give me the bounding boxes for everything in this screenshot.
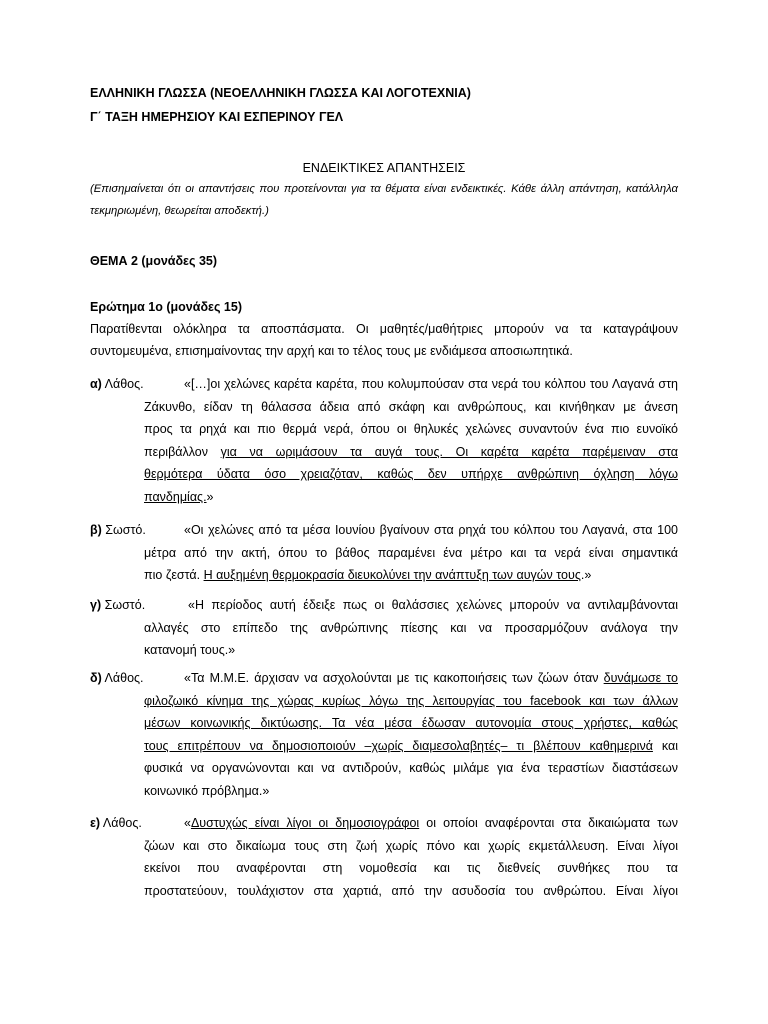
question-label: Ερώτημα 1ο (μονάδες 15)	[90, 300, 242, 314]
question-heading	[90, 300, 242, 314]
answer-b-line-1: «Οι χελώνες από τα μέσα Ιουνίου βγαίνουν στα ρηχά του κόλπου του Λαγανά, στα 100	[184, 523, 678, 537]
document-title: ΕΝΔΕΙΚΤΙΚΕΣ ΑΠΑΝΤΗΣΕΙΣ	[302, 161, 466, 175]
answer-c-line-3: κατανομή τους.»	[144, 643, 236, 658]
answer-a-line-5: θερμότερα ύδατα όσο χρειαζόταν, καθώς δεν υπήρχε ανθρώπινη όχληση λόγω	[144, 467, 678, 482]
section-heading: ΘΕΜΑ 2 (μονάδες 35)	[90, 254, 218, 268]
answer-label-a: α) Λάθος.	[90, 377, 144, 391]
answer-c-line-2: αλλαγές στο επίπεδο της ανθρώπινης πίεσης και να προσαρμόζουν ανάλογα την	[144, 620, 678, 635]
answer-item-a	[90, 373, 678, 509]
answer-item-d	[90, 667, 678, 803]
answer-label-c: γ) Σωστό.	[90, 598, 146, 612]
answer-item-c	[90, 594, 678, 662]
answer-d-line-5: φυσικά να οργανώνονται και να αντιδρούν, καθώς μιλάμε για ένα τεραστίων διαστάσεων	[144, 761, 678, 776]
document-class-heading: Γ΄ ΤΑΞΗ ΗΜΕΡΗΣΙΟΥ ΚΑΙ ΕΣΠΕΡΙΝΟΥ ΓΕΛ	[90, 110, 344, 124]
answer-a-line-2: Ζάκυνθο, είδαν τη θάλασσα άδεια από σκάφη και ανθρώπους, και κινήθηκαν με άνεση	[144, 399, 678, 414]
answer-a-line-6: πανδημίας.»	[144, 489, 214, 504]
document-subject-heading: ΕΛΛΗΝΙΚΗ ΓΛΩΣΣΑ (ΝΕΟΕΛΛΗΝΙΚΗ ΓΛΩΣΣΑ ΚΑΙ ΛΟΓΟΤΕΧΝΙΑ)	[90, 86, 471, 100]
answer-d-line-4: τους επιτρέπουν να δημοσιοποιούν –χωρίς διαμεσολαβητές– τι βλέπουν καθημερινά και	[144, 738, 679, 753]
answer-label-d: δ) Λάθος.	[90, 671, 144, 685]
answer-label-e: ε) Λάθος.	[90, 816, 142, 830]
answer-d-line-6: κοινωνικό πρόβλημα.»	[144, 783, 270, 798]
answer-b-line-3: πιο ζεστά. Η αυξημένη θερμοκρασία διευκολύνει την ανάπτυξη των αυγών τους.»	[144, 568, 592, 583]
answer-c-line-1: «Η περίοδος αυτή έδειξε πως οι θαλάσσιες χελώνες μπορούν να αντιλαμβάνονται	[188, 598, 678, 612]
answer-item-e	[90, 812, 678, 902]
answer-a-line-4: περιβάλλον για να ωριμάσουν τα αυγά τους. Οι καρέτα καρέτα παρέμειναν στα	[144, 444, 678, 459]
answer-item-b	[90, 519, 678, 587]
answer-e-line-1: «Δυστυχώς είναι λίγοι οι δημοσιογράφοι οι οποίοι αναφέρονται στα δικαιώματα των	[184, 816, 678, 830]
question-intro: Παρατίθενται ολόκληρα τα αποσπάσματα. Οι μαθητές/μαθήτριες μπορούν να τα καταγράψουν συντομευμένα, επισημαίνοντας την αρχή και το τέλος τους με ενδιάμεσα αποσιωπητικά.	[90, 322, 678, 358]
answer-label-b: β) Σωστό.	[90, 523, 146, 537]
answer-d-line-1: «Τα Μ.Μ.Ε. άρχισαν να ασχολούνται με τις κακοποιήσεις των ζώων όταν δυνάμωσε το	[184, 671, 678, 685]
answer-d-line-2: φιλοζωικό κίνημα της χώρας κυρίως λόγω της λειτουργίας του facebook και των άλλων	[144, 693, 678, 708]
answer-a-line-1: «[…]οι χελώνες καρέτα καρέτα, που κολυμπούσαν στα νερά του κόλπου του Λαγανά στη	[184, 377, 678, 391]
answer-b-line-2: μέτρα από την ακτή, όπου το βάθος παραμένει ένα μέτρο και τα νερά είναι σημαντικά	[144, 545, 678, 560]
answer-e-line-2: ζώων και στο δικαίωμα τους στη ζωή χωρίς πόνο και χωρίς εκμετάλλευση. Είναι λίγοι	[144, 838, 678, 853]
assessment-note: (Επισημαίνεται ότι οι απαντήσεις που προτείνονται για τα θέματα είναι ενδεικτικές. Κάθε άλλη απάντηση, κατάλληλα τεκμηριωμένη, θεωρείται αποδεκτή.)	[90, 183, 678, 217]
answer-e-line-3: εκείνοι που αναφέρονται στη νομοθεσία και τις διεθνείς συνθήκες που τα	[144, 861, 678, 876]
answer-d-line-3: μέσων κοινωνικής δικτύωσης. Τα νέα μέσα έδωσαν αυτονομία στους χρήστες, καθώς	[144, 716, 678, 731]
answer-e-line-4: προστατεύουν, τουλάχιστον στα χαρτιά, από την ασυδοσία του ανθρώπου. Είναι λίγοι	[144, 883, 678, 898]
answer-a-line-3: προς τα ρηχά και πιο θερμά νερά, όπου οι θηλυκές χελώνες συναντούν ένα πιο ευνοϊκό	[144, 422, 678, 437]
